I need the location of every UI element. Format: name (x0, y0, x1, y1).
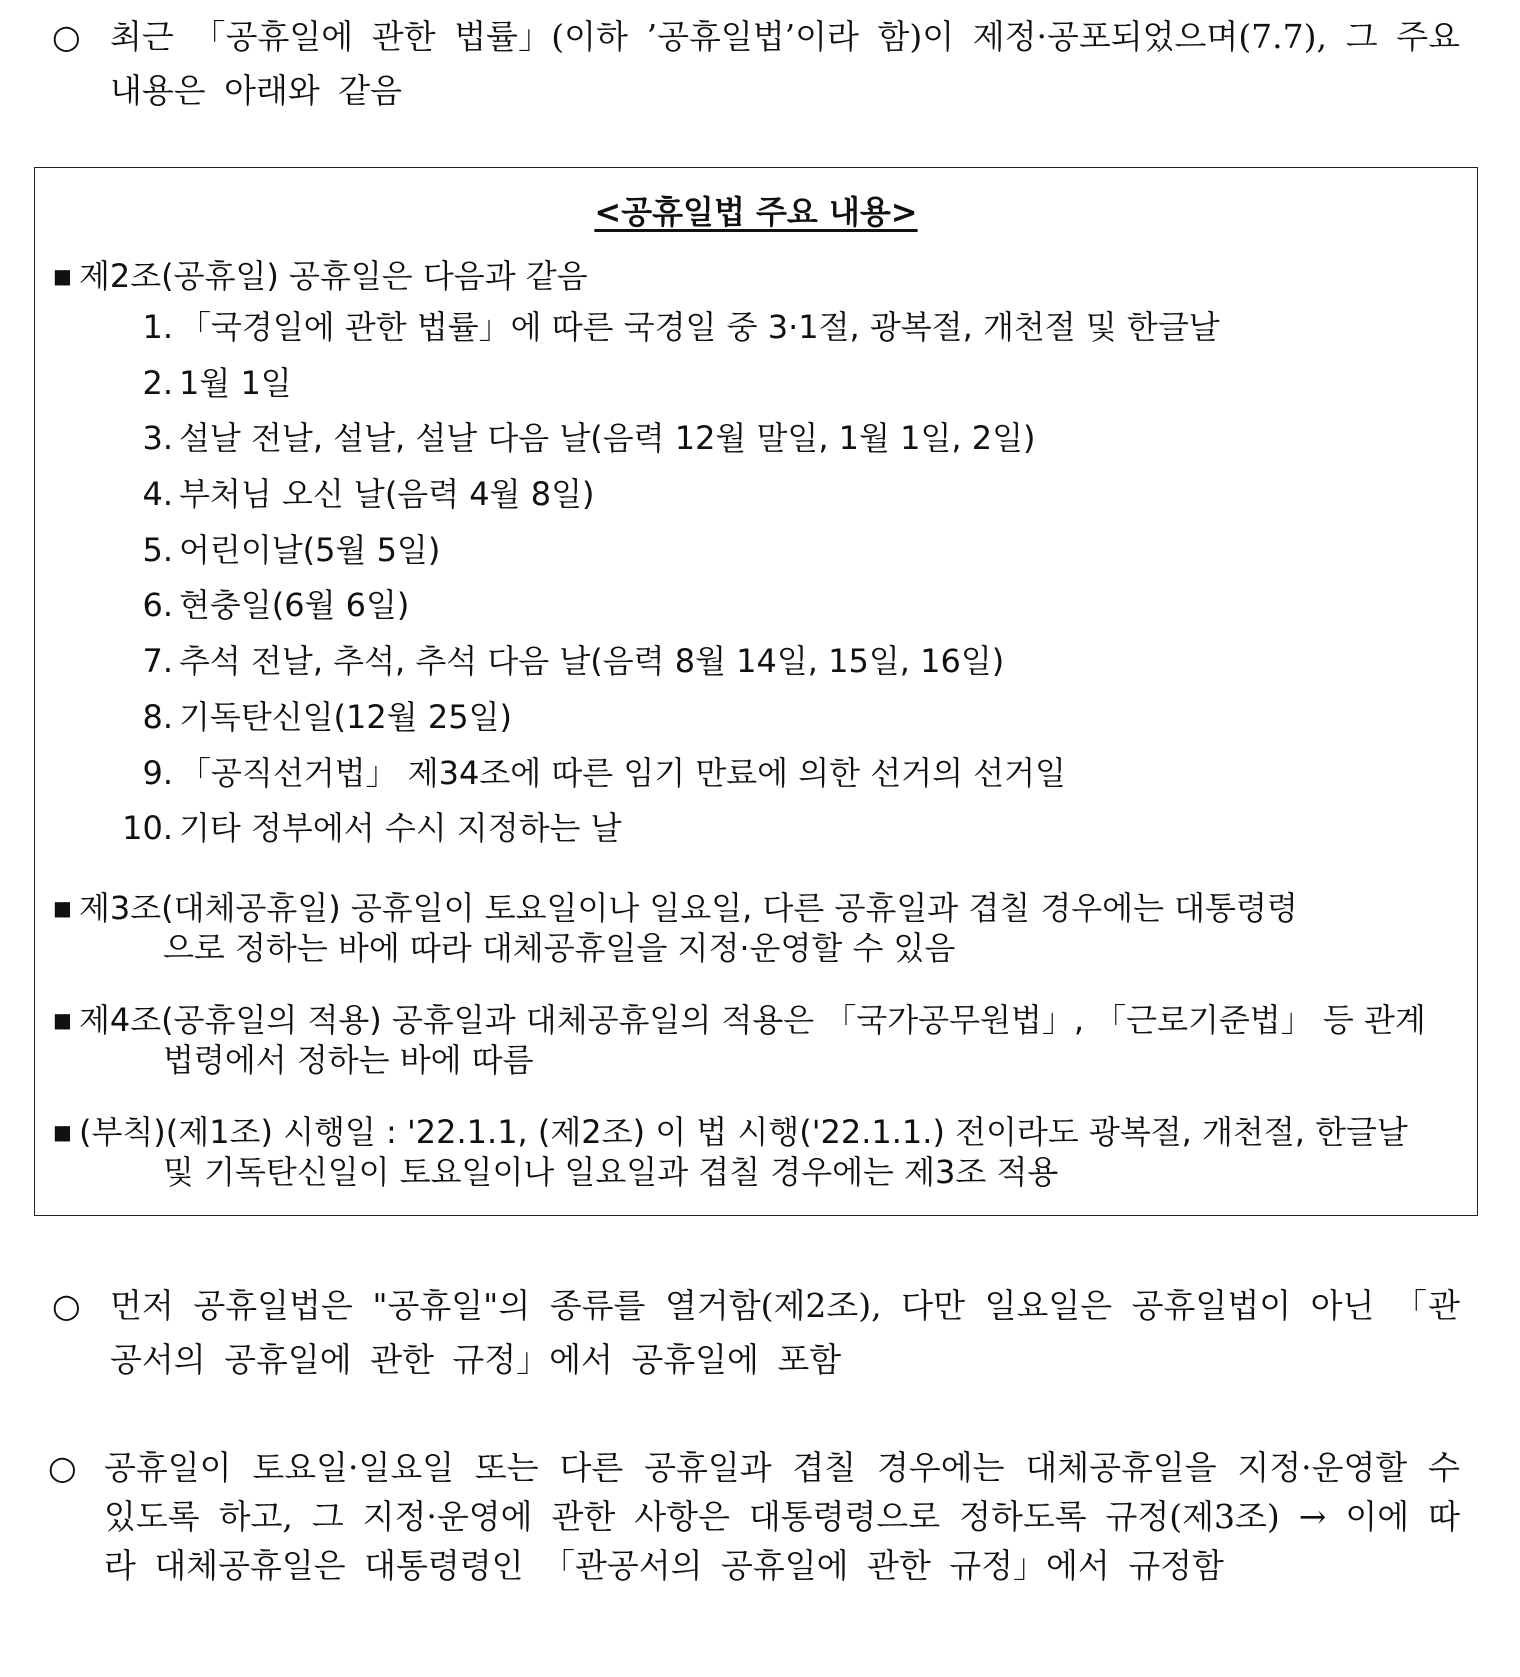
item-number: 6. (142, 586, 173, 625)
article-2 (53, 256, 1463, 296)
item-number: 2. (142, 363, 173, 402)
item-text: 「국경일에 관한 법률」에 따른 국경일 중 3·1절, 광복절, 개천절 및 한글날 (179, 308, 1220, 346)
paragraph-2 (52, 1279, 1460, 1387)
article-3 (53, 888, 1463, 968)
circle-bullet: ○ (52, 17, 81, 56)
item-number: 1. (142, 308, 173, 346)
paragraph-3 (48, 1443, 1460, 1590)
article-3-line-1: 제3조(대체공휴일) 공휴일이 토요일이나 일요일, 다른 공휴일과 겹칠 경우에는 대통령령 (79, 889, 1298, 927)
item-number: 3. (142, 419, 173, 458)
item-text: 부처님 오신 날(음력 4월 8일) (179, 475, 595, 514)
item-number: 4. (142, 475, 173, 514)
item-number: 9. (142, 753, 173, 792)
circle-bullet: ○ (48, 1448, 77, 1487)
item-text: 「공직선거법」 제34조에 따른 임기 만료에 의한 선거의 선거일 (179, 753, 1066, 792)
addendum (53, 1112, 1463, 1192)
item-text: 1월 1일 (179, 363, 292, 402)
item-number: 8. (142, 697, 173, 736)
addendum-line-2: 및 기독탄신일이 토요일이나 일요일과 겹칠 경우에는 제3조 적용 (163, 1153, 1059, 1191)
item-number: 10. (122, 809, 173, 848)
intro-text: 최근 「공휴일에 관한 법률」(이하 ’공휴일법’이라 함)이 제정·공포되었으며(7.7), 그 주요 내용은 아래와 같음 (110, 17, 1460, 110)
square-bullet: ■ (53, 896, 72, 920)
item-text: 어린이날(5월 5일) (179, 530, 441, 569)
article-4-line-2: 법령에서 정하는 바에 따름 (163, 1041, 534, 1079)
square-bullet: ■ (53, 1008, 72, 1032)
square-bullet: ■ (53, 1120, 72, 1144)
article-3-line-2: 으로 정하는 바에 따라 대체공휴일을 지정·운영할 수 있음 (163, 929, 956, 967)
item-text: 추석 전날, 추석, 추석 다음 날(음력 8월 14일, 15일, 16일) (179, 642, 1005, 681)
intro-paragraph (52, 10, 1460, 118)
square-bullet: ■ (53, 264, 72, 288)
summary-box (34, 167, 1478, 1216)
item-number: 7. (142, 642, 173, 681)
article-4 (53, 1000, 1463, 1080)
article-4-line-1: 제4조(공휴일의 적용) 공휴일과 대체공휴일의 적용은 「국가공무원법」, 「근로기준법」 등 관계 (79, 1001, 1426, 1039)
circle-bullet: ○ (52, 1286, 81, 1325)
box-title-text: <공휴일법 주요 내용> (594, 193, 918, 231)
item-text: 설날 전날, 설날, 설날 다음 날(음력 12월 말일, 1월 1일, 2일) (179, 419, 1036, 458)
paragraph-2-text: 먼저 공휴일법은 "공휴일"의 종류를 열거함(제2조), 다만 일요일은 공휴일법이 아닌 「관공서의 공휴일에 관한 규정」에서 공휴일에 포함 (110, 1286, 1460, 1379)
addendum-line-1: (부칙)(제1조) 시행일 : '22.1.1, (제2조) 이 법 시행('22.1.1.) 전이라도 광복절, 개천절, 한글날 (79, 1113, 1408, 1151)
item-text: 기독탄신일(12월 25일) (179, 697, 512, 736)
box-title (35, 190, 1477, 234)
item-text: 기타 정부에서 수시 지정하는 날 (179, 809, 622, 848)
item-text: 현충일(6월 6일) (179, 586, 410, 625)
article-2-text: 제2조(공휴일) 공휴일은 다음과 같음 (79, 257, 588, 295)
paragraph-3-text: 공휴일이 토요일·일요일 또는 다른 공휴일과 겹칠 경우에는 대체공휴일을 지정·운영할 수 있도록 하고, 그 지정·운영에 관한 사항은 대통령령으로 정하도록 규정(제3조) → 이에 따라 대체공휴일은 대통령령인 「관공서의 공휴일에 관한 규정」에서 규정함 (104, 1448, 1460, 1585)
item-number: 5. (142, 530, 173, 569)
